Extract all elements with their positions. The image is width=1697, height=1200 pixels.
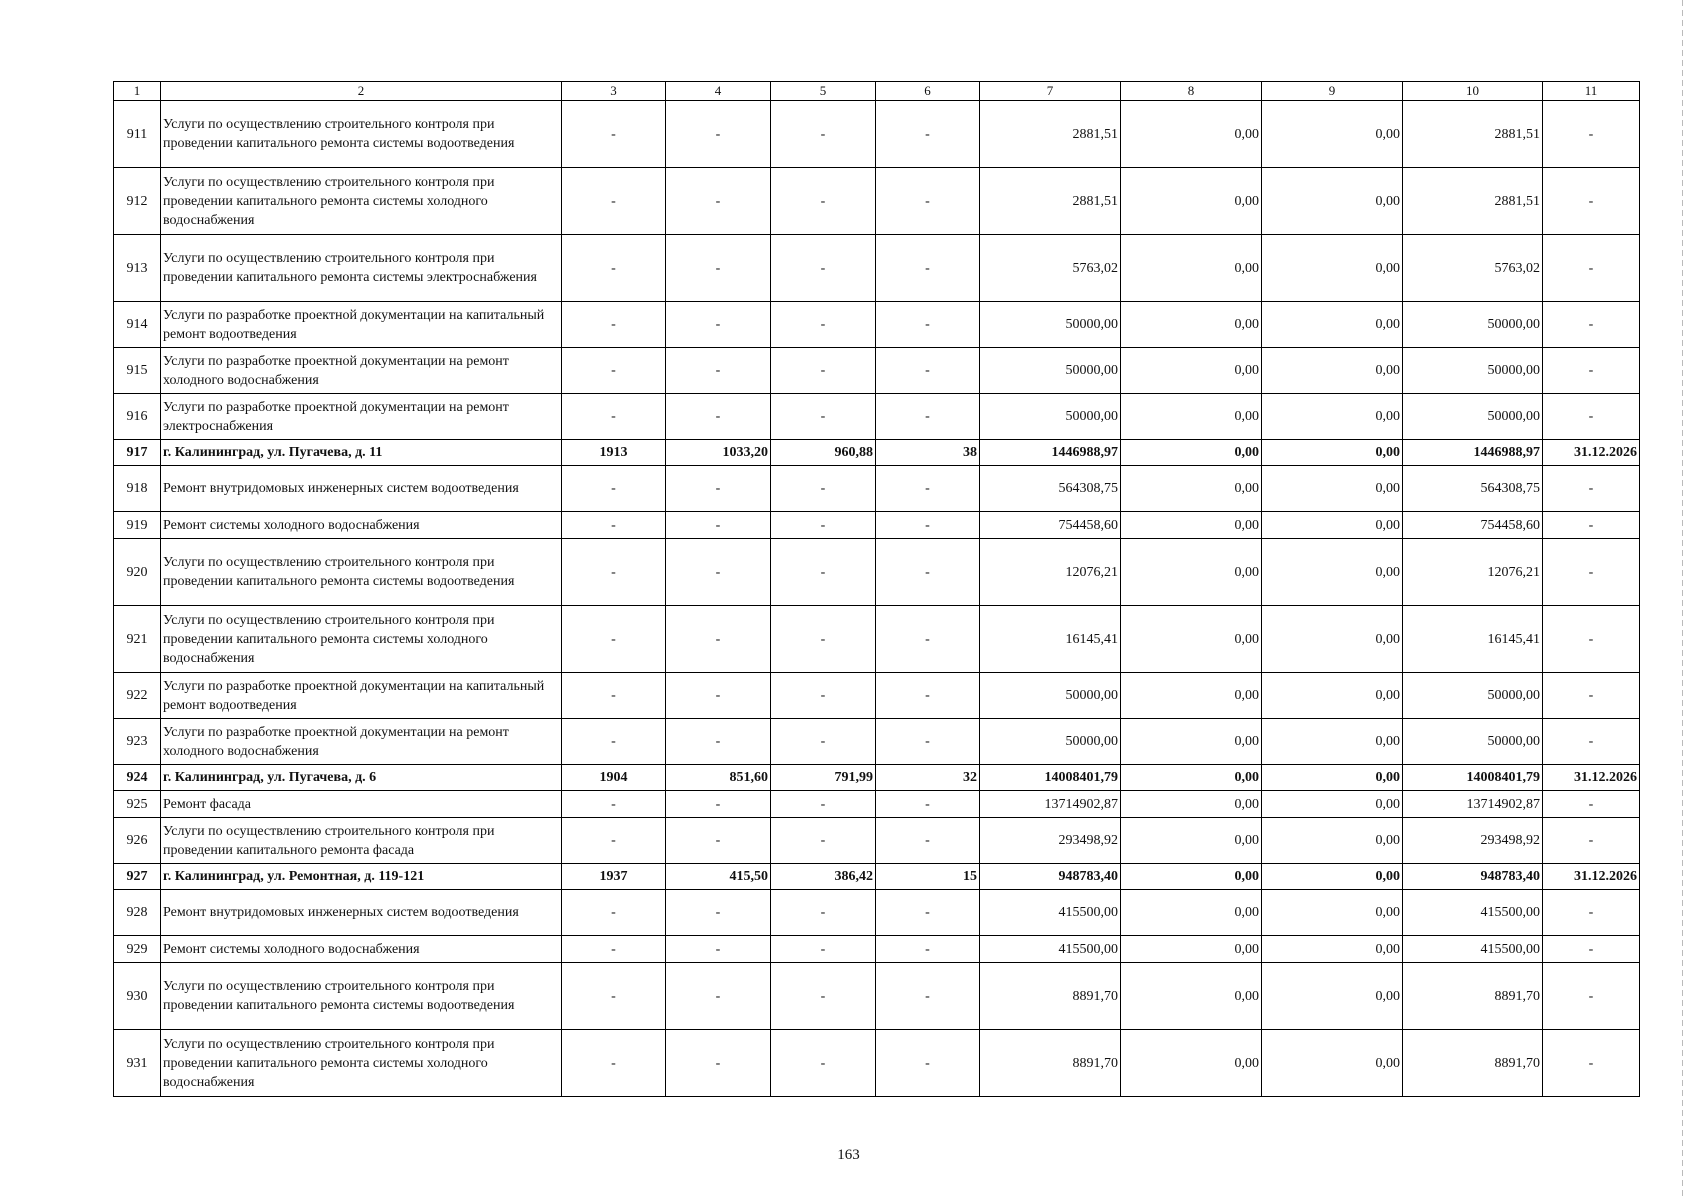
address-row (114, 440, 1640, 466)
work-item-row (114, 348, 1640, 394)
year-built-cell: - (562, 936, 666, 963)
living-area-cell: - (771, 101, 876, 168)
cost-column-9-cell: 0,00 (1262, 936, 1403, 963)
work-item-row (114, 168, 1640, 235)
deadline-cell: - (1543, 168, 1640, 235)
residents-cell: - (876, 890, 980, 936)
total-cost-cell: 564308,75 (980, 466, 1121, 512)
deadline-cell: - (1543, 512, 1640, 539)
cost-column-8-cell: 0,00 (1121, 168, 1262, 235)
row-number-cell: 925 (114, 791, 161, 818)
work-name-cell: г. Калининград, ул. Пугачева, д. 6 (161, 765, 562, 791)
year-built-cell: - (562, 1030, 666, 1097)
total-area-cell: - (666, 348, 771, 394)
row-number-cell: 930 (114, 963, 161, 1030)
deadline-cell: 31.12.2026 (1543, 440, 1640, 466)
total-cost-cell: 2881,51 (980, 101, 1121, 168)
living-area-cell: - (771, 302, 876, 348)
total-cost-cell: 5763,02 (980, 235, 1121, 302)
cost-column-8-cell: 0,00 (1121, 440, 1262, 466)
row-number-cell: 913 (114, 235, 161, 302)
total-area-cell: - (666, 394, 771, 440)
fund-cost-cell: 50000,00 (1403, 673, 1543, 719)
cost-column-8-cell: 0,00 (1121, 235, 1262, 302)
total-area-cell: - (666, 606, 771, 673)
work-item-row (114, 1030, 1640, 1097)
cost-column-9-cell: 0,00 (1262, 394, 1403, 440)
cost-column-8-cell: 0,00 (1121, 791, 1262, 818)
row-number-cell: 919 (114, 512, 161, 539)
cost-column-9-cell: 0,00 (1262, 440, 1403, 466)
row-number-cell: 924 (114, 765, 161, 791)
fund-cost-cell: 50000,00 (1403, 719, 1543, 765)
work-name-cell: Услуги по осуществлению строительного контроля при проведении капитального ремонта системы холодного водоснабжения (161, 1030, 562, 1097)
work-item-row (114, 512, 1640, 539)
year-built-cell: 1904 (562, 765, 666, 791)
year-built-cell: - (562, 235, 666, 302)
year-built-cell: - (562, 719, 666, 765)
residents-cell: - (876, 394, 980, 440)
total-area-cell: - (666, 101, 771, 168)
work-item-row (114, 302, 1640, 348)
year-built-cell: 1913 (562, 440, 666, 466)
work-name-cell: Услуги по разработке проектной документации на капитальный ремонт водоотведения (161, 673, 562, 719)
residents-cell: - (876, 539, 980, 606)
work-item-row (114, 235, 1640, 302)
work-name-cell: Услуги по осуществлению строительного контроля при проведении капитального ремонта системы холодного водоснабжения (161, 168, 562, 235)
deadline-cell: - (1543, 394, 1640, 440)
deadline-cell: - (1543, 890, 1640, 936)
total-cost-cell: 50000,00 (980, 302, 1121, 348)
cost-column-8-cell: 0,00 (1121, 539, 1262, 606)
work-item-row (114, 719, 1640, 765)
work-item-row (114, 936, 1640, 963)
total-cost-cell: 50000,00 (980, 394, 1121, 440)
deadline-cell: 31.12.2026 (1543, 864, 1640, 890)
living-area-cell: - (771, 818, 876, 864)
cost-column-9-cell: 0,00 (1262, 719, 1403, 765)
work-name-cell: Услуги по осуществлению строительного контроля при проведении капитального ремонта системы холодного водоснабжения (161, 606, 562, 673)
total-area-cell: - (666, 719, 771, 765)
total-area-cell: 1033,20 (666, 440, 771, 466)
header-cell: 9 (1262, 82, 1403, 101)
cost-column-9-cell: 0,00 (1262, 512, 1403, 539)
total-cost-cell: 948783,40 (980, 864, 1121, 890)
cost-column-9-cell: 0,00 (1262, 466, 1403, 512)
year-built-cell: - (562, 168, 666, 235)
residents-cell: 15 (876, 864, 980, 890)
row-number-cell: 912 (114, 168, 161, 235)
cost-column-8-cell: 0,00 (1121, 394, 1262, 440)
residents-cell: - (876, 168, 980, 235)
work-name-cell: г. Калининград, ул. Ремонтная, д. 119-121 (161, 864, 562, 890)
fund-cost-cell: 16145,41 (1403, 606, 1543, 673)
total-area-cell: - (666, 963, 771, 1030)
year-built-cell: - (562, 302, 666, 348)
row-number-cell: 921 (114, 606, 161, 673)
cost-column-8-cell: 0,00 (1121, 466, 1262, 512)
header-cell: 7 (980, 82, 1121, 101)
total-area-cell: - (666, 818, 771, 864)
work-name-cell: Услуги по разработке проектной документации на ремонт холодного водоснабжения (161, 719, 562, 765)
work-name-cell: Ремонт системы холодного водоснабжения (161, 936, 562, 963)
fund-cost-cell: 948783,40 (1403, 864, 1543, 890)
work-name-cell: Услуги по осуществлению строительного контроля при проведении капитального ремонта системы водоотведения (161, 539, 562, 606)
cost-column-8-cell: 0,00 (1121, 818, 1262, 864)
deadline-cell: - (1543, 539, 1640, 606)
fund-cost-cell: 50000,00 (1403, 348, 1543, 394)
residents-cell: 32 (876, 765, 980, 791)
header-cell: 1 (114, 82, 161, 101)
residents-cell: - (876, 1030, 980, 1097)
cost-column-8-cell: 0,00 (1121, 673, 1262, 719)
fund-cost-cell: 2881,51 (1403, 101, 1543, 168)
deadline-cell: - (1543, 101, 1640, 168)
page-edge (1682, 0, 1683, 1200)
fund-cost-cell: 13714902,87 (1403, 791, 1543, 818)
residents-cell: - (876, 101, 980, 168)
cost-column-9-cell: 0,00 (1262, 168, 1403, 235)
work-item-row (114, 539, 1640, 606)
row-number-cell: 920 (114, 539, 161, 606)
work-name-cell: Услуги по осуществлению строительного контроля при проведении капитального ремонта системы электроснабжения (161, 235, 562, 302)
living-area-cell: - (771, 606, 876, 673)
cost-column-8-cell: 0,00 (1121, 606, 1262, 673)
fund-cost-cell: 293498,92 (1403, 818, 1543, 864)
fund-cost-cell: 50000,00 (1403, 394, 1543, 440)
cost-column-9-cell: 0,00 (1262, 765, 1403, 791)
row-number-cell: 915 (114, 348, 161, 394)
work-item-row (114, 101, 1640, 168)
year-built-cell: - (562, 673, 666, 719)
residents-cell: - (876, 673, 980, 719)
row-number-cell: 923 (114, 719, 161, 765)
total-area-cell: - (666, 302, 771, 348)
cost-column-8-cell: 0,00 (1121, 719, 1262, 765)
header-cell: 3 (562, 82, 666, 101)
residents-cell: - (876, 791, 980, 818)
cost-column-8-cell: 0,00 (1121, 1030, 1262, 1097)
residents-cell: - (876, 963, 980, 1030)
deadline-cell: - (1543, 673, 1640, 719)
total-area-cell: - (666, 235, 771, 302)
living-area-cell: - (771, 890, 876, 936)
total-area-cell: - (666, 466, 771, 512)
fund-cost-cell: 1446988,97 (1403, 440, 1543, 466)
row-number-cell: 918 (114, 466, 161, 512)
year-built-cell: - (562, 394, 666, 440)
year-built-cell: - (562, 101, 666, 168)
work-name-cell: Услуги по осуществлению строительного контроля при проведении капитального ремонта фасада (161, 818, 562, 864)
living-area-cell: - (771, 394, 876, 440)
living-area-cell: - (771, 348, 876, 394)
living-area-cell: - (771, 512, 876, 539)
year-built-cell: - (562, 348, 666, 394)
cost-column-9-cell: 0,00 (1262, 890, 1403, 936)
cost-column-9-cell: 0,00 (1262, 864, 1403, 890)
total-cost-cell: 14008401,79 (980, 765, 1121, 791)
total-area-cell: - (666, 791, 771, 818)
work-name-cell: Услуги по разработке проектной документации на ремонт холодного водоснабжения (161, 348, 562, 394)
total-cost-cell: 415500,00 (980, 936, 1121, 963)
living-area-cell: - (771, 466, 876, 512)
year-built-cell: 1937 (562, 864, 666, 890)
cost-column-8-cell: 0,00 (1121, 348, 1262, 394)
residents-cell: - (876, 348, 980, 394)
year-built-cell: - (562, 539, 666, 606)
work-name-cell: Ремонт фасада (161, 791, 562, 818)
living-area-cell: 386,42 (771, 864, 876, 890)
header-cell: 2 (161, 82, 562, 101)
year-built-cell: - (562, 512, 666, 539)
cost-column-8-cell: 0,00 (1121, 512, 1262, 539)
row-number-cell: 927 (114, 864, 161, 890)
living-area-cell: - (771, 936, 876, 963)
row-number-cell: 917 (114, 440, 161, 466)
total-area-cell: 415,50 (666, 864, 771, 890)
work-item-row (114, 791, 1640, 818)
table-body (114, 82, 1640, 1097)
total-area-cell: - (666, 539, 771, 606)
year-built-cell: - (562, 890, 666, 936)
address-row (114, 864, 1640, 890)
deadline-cell: - (1543, 235, 1640, 302)
header-cell: 5 (771, 82, 876, 101)
row-number-cell: 922 (114, 673, 161, 719)
residents-cell: 38 (876, 440, 980, 466)
fund-cost-cell: 8891,70 (1403, 1030, 1543, 1097)
cost-column-9-cell: 0,00 (1262, 963, 1403, 1030)
work-item-row (114, 394, 1640, 440)
deadline-cell: - (1543, 818, 1640, 864)
cost-column-8-cell: 0,00 (1121, 864, 1262, 890)
deadline-cell: - (1543, 719, 1640, 765)
row-number-cell: 911 (114, 101, 161, 168)
cost-column-8-cell: 0,00 (1121, 765, 1262, 791)
deadline-cell: - (1543, 1030, 1640, 1097)
header-cell: 11 (1543, 82, 1640, 101)
year-built-cell: - (562, 963, 666, 1030)
living-area-cell: 791,99 (771, 765, 876, 791)
residents-cell: - (876, 936, 980, 963)
total-cost-cell: 50000,00 (980, 673, 1121, 719)
total-cost-cell: 16145,41 (980, 606, 1121, 673)
cost-column-8-cell: 0,00 (1121, 936, 1262, 963)
total-cost-cell: 13714902,87 (980, 791, 1121, 818)
living-area-cell: - (771, 719, 876, 765)
cost-column-8-cell: 0,00 (1121, 302, 1262, 348)
total-cost-cell: 415500,00 (980, 890, 1121, 936)
total-area-cell: - (666, 1030, 771, 1097)
deadline-cell: - (1543, 606, 1640, 673)
total-cost-cell: 12076,21 (980, 539, 1121, 606)
total-area-cell: - (666, 673, 771, 719)
residents-cell: - (876, 512, 980, 539)
work-name-cell: Услуги по разработке проектной документации на капитальный ремонт водоотведения (161, 302, 562, 348)
address-row (114, 765, 1640, 791)
living-area-cell: - (771, 168, 876, 235)
cost-column-9-cell: 0,00 (1262, 818, 1403, 864)
cost-column-9-cell: 0,00 (1262, 1030, 1403, 1097)
residents-cell: - (876, 818, 980, 864)
row-number-cell: 926 (114, 818, 161, 864)
deadline-cell: - (1543, 936, 1640, 963)
work-name-cell: Услуги по разработке проектной документации на ремонт электроснабжения (161, 394, 562, 440)
total-cost-cell: 293498,92 (980, 818, 1121, 864)
residents-cell: - (876, 719, 980, 765)
year-built-cell: - (562, 818, 666, 864)
row-number-cell: 914 (114, 302, 161, 348)
row-number-cell: 916 (114, 394, 161, 440)
total-area-cell: - (666, 890, 771, 936)
cost-column-8-cell: 0,00 (1121, 963, 1262, 1030)
header-cell: 8 (1121, 82, 1262, 101)
deadline-cell: - (1543, 302, 1640, 348)
cost-column-9-cell: 0,00 (1262, 539, 1403, 606)
work-item-row (114, 890, 1640, 936)
fund-cost-cell: 415500,00 (1403, 890, 1543, 936)
work-item-row (114, 673, 1640, 719)
year-built-cell: - (562, 791, 666, 818)
total-area-cell: - (666, 936, 771, 963)
work-name-cell: Ремонт внутридомовых инженерных систем водоотведения (161, 466, 562, 512)
total-area-cell: - (666, 512, 771, 539)
year-built-cell: - (562, 606, 666, 673)
cost-column-9-cell: 0,00 (1262, 673, 1403, 719)
header-cell: 10 (1403, 82, 1543, 101)
fund-cost-cell: 754458,60 (1403, 512, 1543, 539)
living-area-cell: - (771, 1030, 876, 1097)
total-area-cell: 851,60 (666, 765, 771, 791)
deadline-cell: - (1543, 963, 1640, 1030)
page-number: 163 (837, 1147, 860, 1163)
living-area-cell: 960,88 (771, 440, 876, 466)
work-name-cell: Ремонт внутридомовых инженерных систем водоотведения (161, 890, 562, 936)
column-number-header-row (114, 82, 1640, 101)
work-name-cell: г. Калининград, ул. Пугачева, д. 11 (161, 440, 562, 466)
fund-cost-cell: 5763,02 (1403, 235, 1543, 302)
total-cost-cell: 2881,51 (980, 168, 1121, 235)
fund-cost-cell: 14008401,79 (1403, 765, 1543, 791)
fund-cost-cell: 564308,75 (1403, 466, 1543, 512)
fund-cost-cell: 8891,70 (1403, 963, 1543, 1030)
deadline-cell: - (1543, 466, 1640, 512)
living-area-cell: - (771, 539, 876, 606)
living-area-cell: - (771, 673, 876, 719)
living-area-cell: - (771, 235, 876, 302)
cost-column-8-cell: 0,00 (1121, 890, 1262, 936)
deadline-cell: 31.12.2026 (1543, 765, 1640, 791)
living-area-cell: - (771, 791, 876, 818)
work-name-cell: Ремонт системы холодного водоснабжения (161, 512, 562, 539)
fund-cost-cell: 50000,00 (1403, 302, 1543, 348)
cost-column-8-cell: 0,00 (1121, 101, 1262, 168)
cost-column-9-cell: 0,00 (1262, 302, 1403, 348)
row-number-cell: 928 (114, 890, 161, 936)
row-number-cell: 929 (114, 936, 161, 963)
header-cell: 4 (666, 82, 771, 101)
work-item-row (114, 606, 1640, 673)
total-cost-cell: 1446988,97 (980, 440, 1121, 466)
living-area-cell: - (771, 963, 876, 1030)
year-built-cell: - (562, 466, 666, 512)
cost-column-9-cell: 0,00 (1262, 791, 1403, 818)
total-cost-cell: 50000,00 (980, 348, 1121, 394)
work-item-row (114, 466, 1640, 512)
total-cost-cell: 50000,00 (980, 719, 1121, 765)
capital-repair-table (113, 81, 1640, 1097)
total-cost-cell: 8891,70 (980, 963, 1121, 1030)
total-cost-cell: 754458,60 (980, 512, 1121, 539)
cost-column-9-cell: 0,00 (1262, 348, 1403, 394)
header-cell: 6 (876, 82, 980, 101)
residents-cell: - (876, 466, 980, 512)
fund-cost-cell: 2881,51 (1403, 168, 1543, 235)
row-number-cell: 931 (114, 1030, 161, 1097)
cost-column-9-cell: 0,00 (1262, 606, 1403, 673)
work-item-row (114, 963, 1640, 1030)
cost-column-9-cell: 0,00 (1262, 235, 1403, 302)
residents-cell: - (876, 302, 980, 348)
residents-cell: - (876, 235, 980, 302)
residents-cell: - (876, 606, 980, 673)
fund-cost-cell: 12076,21 (1403, 539, 1543, 606)
deadline-cell: - (1543, 791, 1640, 818)
work-name-cell: Услуги по осуществлению строительного контроля при проведении капитального ремонта системы водоотведения (161, 963, 562, 1030)
work-item-row (114, 818, 1640, 864)
work-name-cell: Услуги по осуществлению строительного контроля при проведении капитального ремонта системы водоотведения (161, 101, 562, 168)
total-area-cell: - (666, 168, 771, 235)
fund-cost-cell: 415500,00 (1403, 936, 1543, 963)
deadline-cell: - (1543, 348, 1640, 394)
cost-column-9-cell: 0,00 (1262, 101, 1403, 168)
total-cost-cell: 8891,70 (980, 1030, 1121, 1097)
